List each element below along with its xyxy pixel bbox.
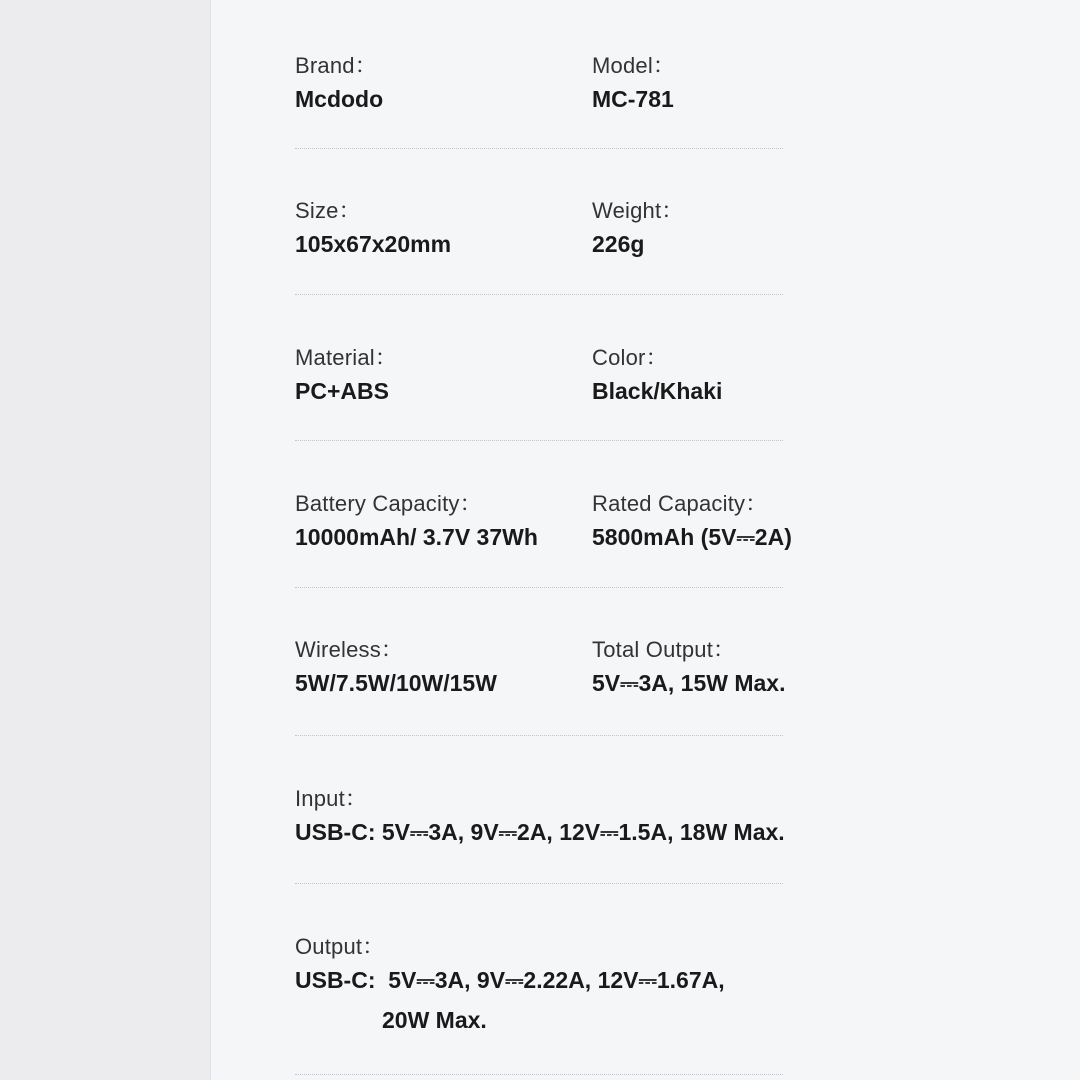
spec-label: Material：: [295, 345, 398, 370]
spec-label: Total Output：: [592, 637, 736, 662]
spec-value: 5800mAh (5V⎓2A): [592, 524, 792, 550]
spec-value: 5V⎓3A, 15W Max.: [592, 670, 786, 696]
spec-value: 105x67x20mm: [295, 231, 452, 257]
spec-value: MC-781: [592, 86, 674, 112]
spec-value: USB-C: 5V⎓3A, 9V⎓2.22A, 12V⎓1.67A,: [295, 967, 725, 993]
spec-value: 10000mAh/ 3.7V 37Wh: [295, 524, 538, 550]
spec-label: Wireless：: [295, 637, 404, 662]
row-divider: [295, 587, 783, 588]
row-divider: [295, 294, 783, 295]
row-divider: [295, 735, 783, 736]
spec-label: Size：: [295, 198, 361, 223]
row-divider: [295, 440, 783, 441]
spec-label: Brand：: [295, 53, 377, 78]
spec-value: Mcdodo: [295, 86, 384, 112]
spec-label: Battery Capacity：: [295, 491, 482, 516]
spec-label: Model：: [592, 53, 676, 78]
spec-label: Weight：: [592, 198, 684, 223]
spec-value: 5W/7.5W/10W/15W: [295, 670, 497, 696]
spec-value: PC+ABS: [295, 378, 389, 404]
spec-value-continued: 20W Max.: [382, 1007, 487, 1033]
spec-label: Output：: [295, 934, 385, 959]
spec-label: Color：: [592, 345, 668, 370]
row-divider: [295, 1074, 783, 1075]
spec-value: Black/Khaki: [592, 378, 723, 404]
row-divider: [295, 883, 783, 884]
spec-label: Rated Capacity：: [592, 491, 768, 516]
spec-value: USB-C: 5V⎓3A, 9V⎓2A, 12V⎓1.5A, 18W Max.: [295, 819, 785, 845]
spec-value: 226g: [592, 231, 645, 257]
spec-label: Input：: [295, 786, 368, 811]
row-divider: [295, 148, 783, 149]
